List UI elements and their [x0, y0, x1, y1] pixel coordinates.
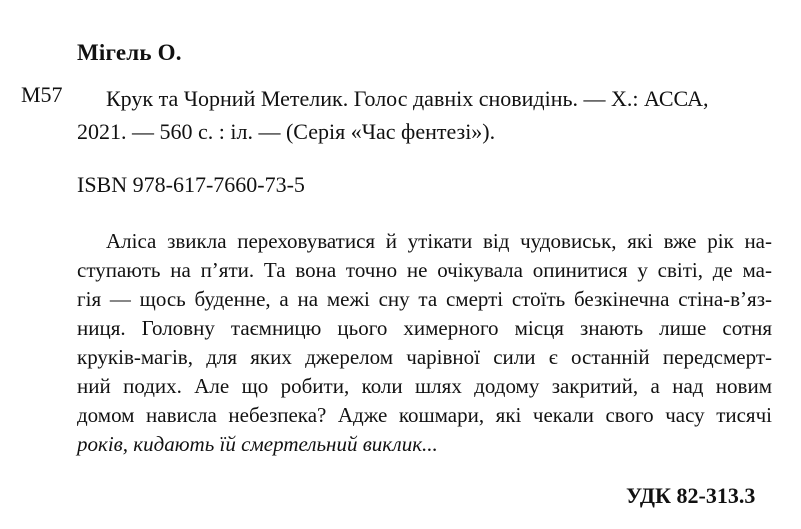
bibliographic-description: [77, 82, 777, 148]
catalog-code: М57: [21, 82, 63, 107]
isbn: ISBN 978-617-7660-73-5: [77, 172, 305, 197]
annotation-line: домом нависла небезпека? Адже кошмари, які чекали свого часу тисячі: [77, 403, 772, 427]
annotation-line: років, кидають їй смертельний виклик...: [77, 432, 438, 456]
annotation-line: ступають на п’яти. Та вона точно не очікувала опинитися у світі, де ма-: [77, 258, 772, 282]
annotation-line: круків-магів, для яких джерелом чарівної сили є останній передсмерт-: [77, 345, 772, 369]
udk-code: УДК 82-313.3: [626, 483, 756, 508]
annotation-line: ниця. Головну таємницю цього химерного місця знають лише сотня: [77, 316, 772, 340]
annotation: [77, 227, 772, 459]
annotation-line: гія — щось буденне, а на межі сну та смерті стоїть безкінечна стіна-в’яз-: [77, 287, 772, 311]
bibliographic-line: Крук та Чорний Метелик. Голос давніх сновидінь. — Х.: АССА,: [106, 86, 709, 111]
annotation-line: ний подих. Але що робити, коли шлях додому закритий, а над новим: [77, 374, 772, 398]
annotation-line: Аліса звикла переховуватися й утікати від чудовиськ, які вже рік на-: [106, 229, 772, 253]
bibliographic-line: 2021. — 560 с. : іл. — (Серія «Час фентезі»).: [77, 119, 496, 144]
author-name: Мігель О.: [77, 40, 182, 65]
